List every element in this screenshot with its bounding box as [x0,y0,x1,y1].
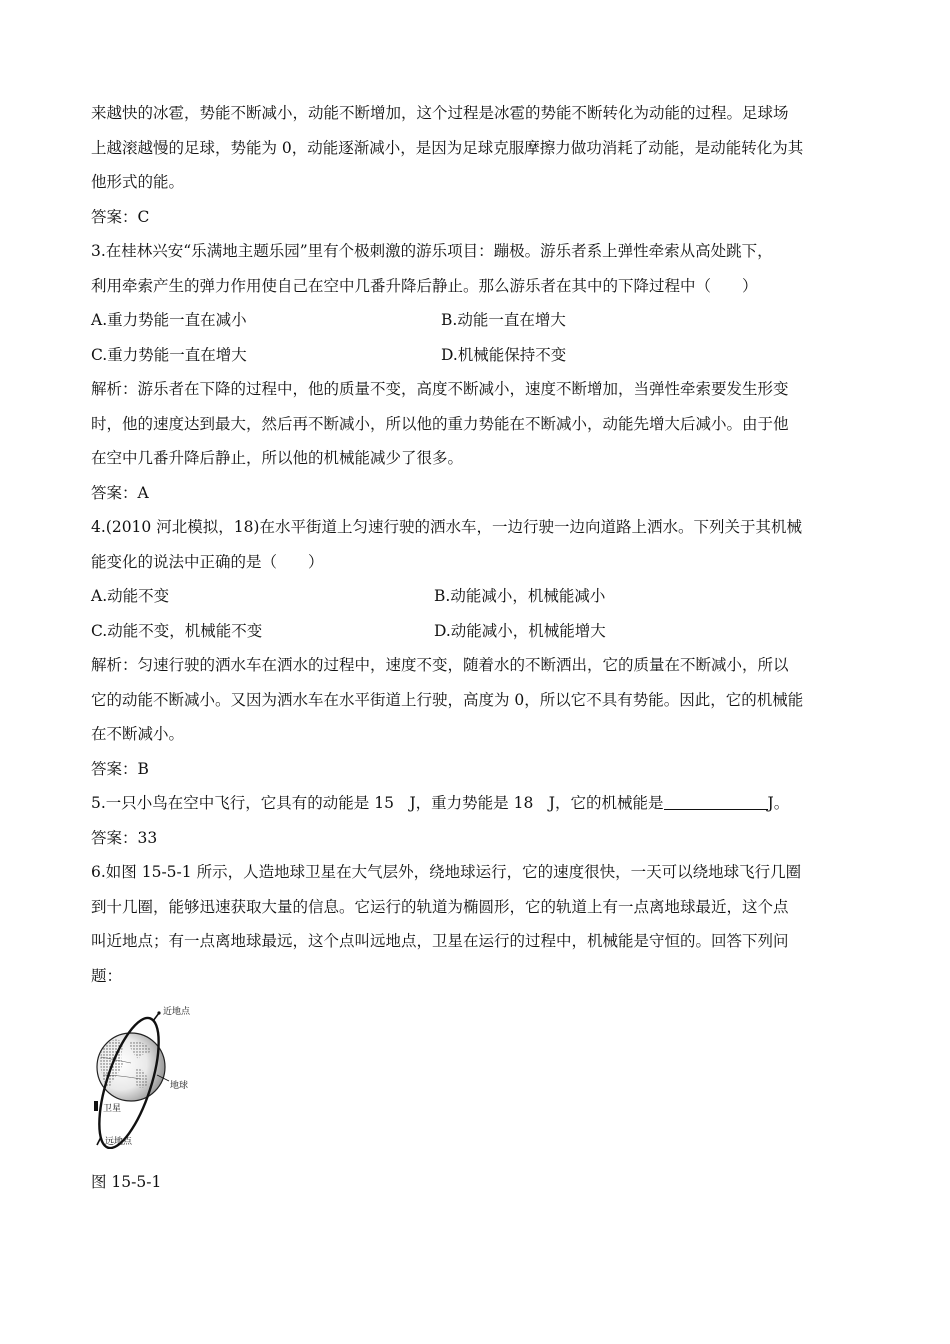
answer-blank [664,791,768,810]
question-stem-line: 题： [91,966,123,985]
intro-paragraph [91,96,861,200]
analysis-line: 在空中几番升降后静止，所以他的机械能减少了很多。 [91,449,464,467]
analysis-line: 解析：匀速行驶的洒水车在洒水的过程中，速度不变，随着水的不断洒出，它的质量在不断减小，所以 [91,656,789,674]
analysis-line: 解析：游乐者在下降的过程中，他的质量不变，高度不断减小，速度不断增加，当弹性牵索要发生形变 [91,380,789,398]
question-4 [91,510,861,786]
answer: 答案：B [91,759,149,778]
question-6 [91,855,861,1197]
answer: 答案：33 [91,828,158,847]
question-3 [91,234,861,510]
satellite-orbit-figure [91,997,221,1149]
option-a: A.动能不变 [91,587,170,605]
option-c: C.动能不变，机械能不变 [91,621,263,640]
option-d: D.机械能保持不变 [441,345,567,364]
text-line: 上越滚越慢的足球，势能为 0，动能逐渐减小，是因为足球克服摩擦力做功消耗了动能，是动能转化为其 [91,138,804,157]
question-stem-line: 能变化的说法中正确的是（ ） [91,552,324,571]
option-a: A.重力势能一直在减小 [91,311,247,329]
figure-caption: 图 15-5-1 [91,1173,162,1191]
satellite-icon [94,1101,98,1111]
question-stem-line: 4.(2010 河北模拟，18)在水平街道上匀速行驶的洒水车，一边行驶一边向道路上洒水。下列关于其机械 [91,518,802,536]
unit-text: J。 [767,794,790,812]
question-stem-line: 利用牵索产生的弹力作用使自己在空中几番升降后静止。那么游乐者在其中的下降过程中（ ） [91,276,758,295]
question-5 [91,786,861,855]
apogee-arrow [97,1137,101,1145]
q2-answer: 答案：C [91,207,150,226]
analysis-line: 在不断减小。 [91,725,185,743]
apogee-label: 远地点 [105,1137,133,1147]
option-d: D.动能减小，机械能增大 [434,621,606,640]
perigee-label: 近地点 [163,1007,191,1017]
options-row [91,614,861,649]
options-row [91,303,861,338]
perigee-point [157,1011,160,1014]
earth-label: 地球 [170,1081,189,1091]
analysis-line: 它的动能不断减小。又因为洒水车在水平街道上行驶，高度为 0，所以它不具有势能。因此，它的机械能 [91,690,804,709]
answer: 答案：A [91,483,149,502]
text-line: 来越快的冰雹，势能不断减小，动能不断增加，这个过程是冰雹的势能不断转化为动能的过程。足球场 [91,104,789,122]
question-stem-line: 3.在桂林兴安“乐满地主题乐园”里有个极刺激的游乐项目：蹦极。游乐者系上弹性牵索从高处跳下， [91,242,773,260]
options-row [91,579,861,614]
option-b: B.动能一直在增大 [441,311,566,329]
question-stem-line [91,786,861,821]
question-stem-line: 叫近地点；有一点离地球最远，这个点叫远地点，卫星在运行的过程中，机械能是守恒的。回答下列问 [91,932,789,950]
stem-text: 5.一只小鸟在空中飞行，它具有的动能是 15 J，重力势能是 18 J，它的机械能是 [91,794,664,812]
question-stem-line: 6.如图 15-5-1 所示，人造地球卫星在大气层外，绕地球运行，它的速度很快，一天可以绕地球飞行几圈 [91,863,802,881]
question-stem-line: 到十几圈，能够迅速获取大量的信息。它运行的轨道为椭圆形，它的轨道上有一点离地球最近，这个点 [91,897,789,916]
option-b: B.动能减小，机械能减小 [434,587,606,605]
satellite-label: 卫星 [103,1104,122,1114]
option-c: C.重力势能一直在增大 [91,345,247,364]
analysis-line: 时，他的速度达到最大，然后再不断减小，所以他的重力势能在不断减小，动能先增大后减小。由于他 [91,414,789,433]
document-page [91,96,861,1197]
text-line: 他形式的能。 [91,173,185,191]
orbit-diagram [91,997,221,1149]
options-row [91,338,861,373]
